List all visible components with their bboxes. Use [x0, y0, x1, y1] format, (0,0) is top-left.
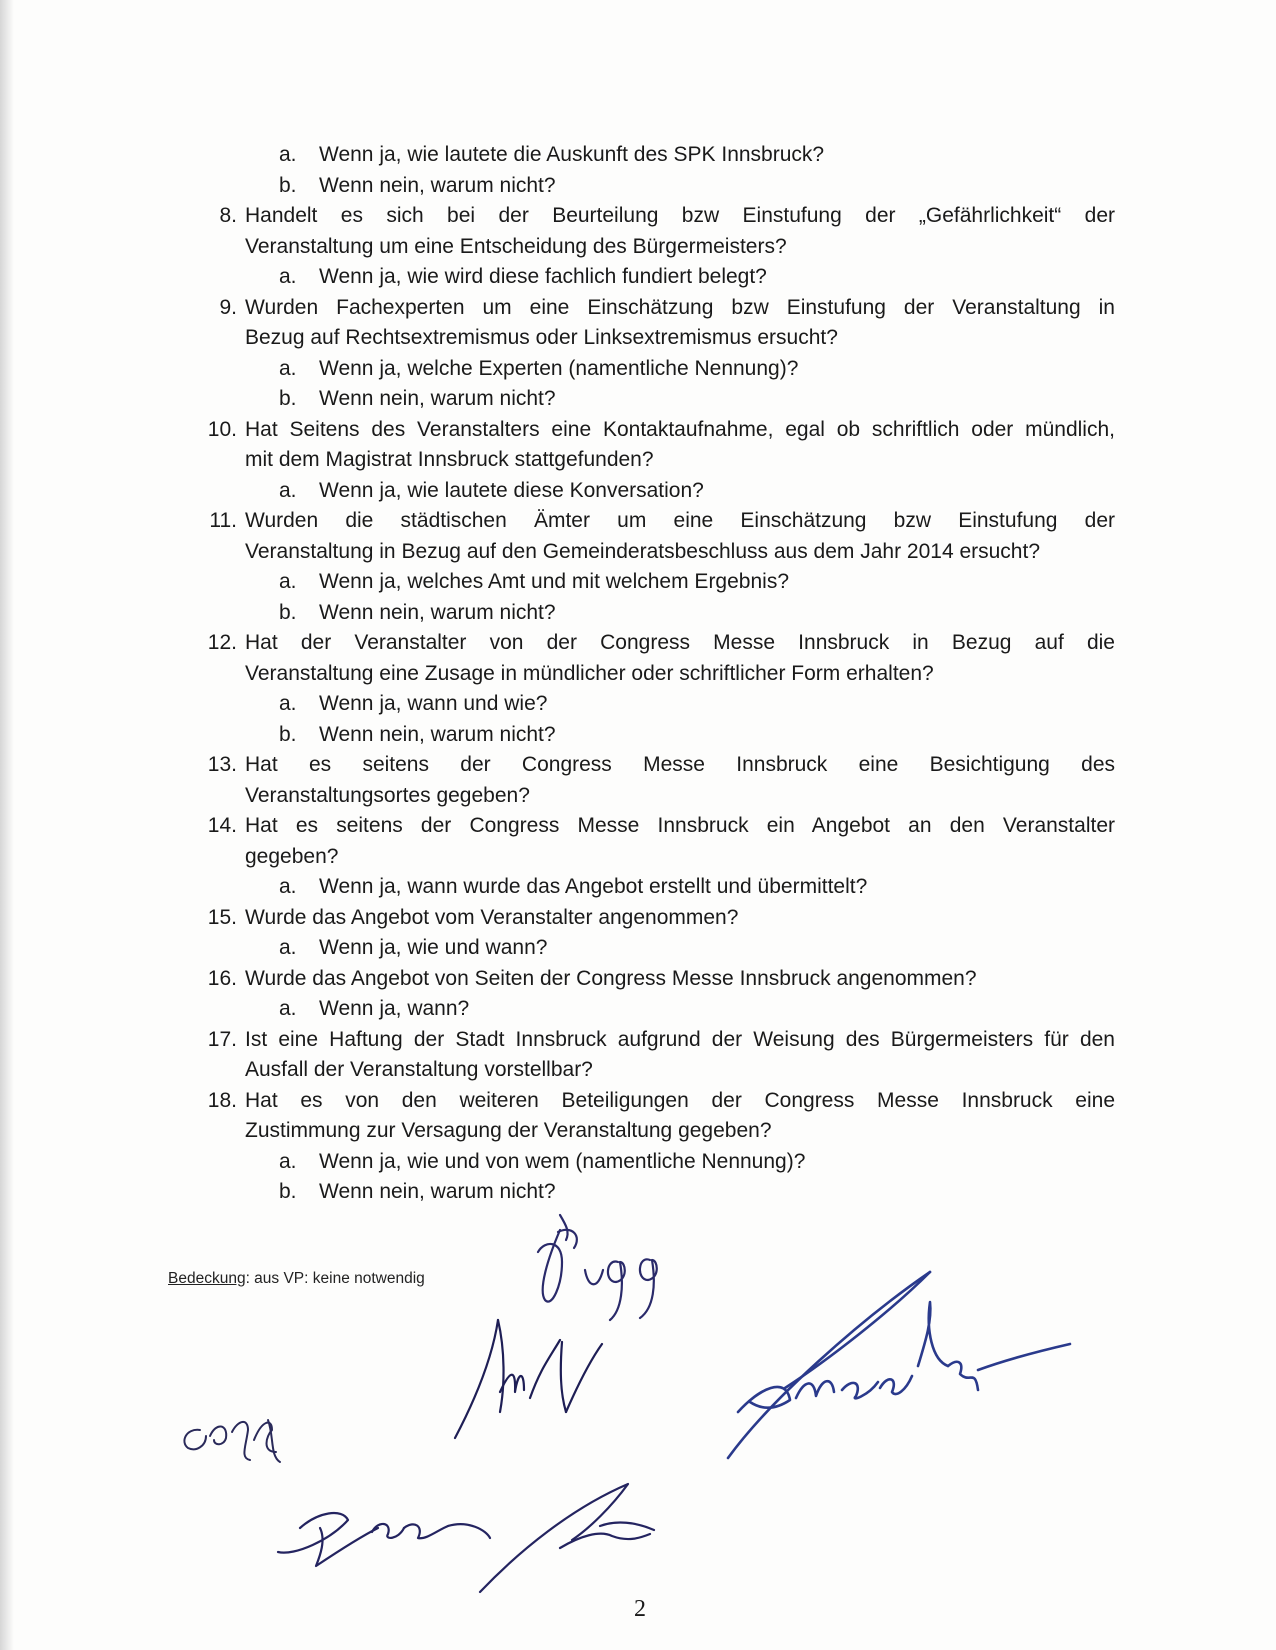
- question-number: 9.: [219, 295, 237, 319]
- question-number: 15.: [207, 905, 237, 929]
- line-text: Wurde das Angebot vom Veranstalter angenommen?: [245, 905, 739, 929]
- signature-5: [278, 1484, 654, 1592]
- question-number: 11.: [209, 509, 237, 532]
- sub-marker: a.: [279, 997, 297, 1020]
- sub-marker: b.: [279, 600, 297, 624]
- line-text: Wenn nein, warum nicht?: [319, 1180, 556, 1203]
- line-text: Wenn ja, wie lautete diese Konversation?: [319, 478, 704, 502]
- sub-marker: b.: [279, 722, 297, 746]
- question-number: 16.: [207, 966, 237, 990]
- signature-2: [455, 1320, 602, 1438]
- line-text: Handelt es sich bei der Beurteilung bzw Einstufung der „Gefährlichkeit“ der: [245, 204, 1115, 227]
- line-text: Bezug auf Rechtsextremismus oder Linksextremismus ersucht?: [245, 326, 838, 349]
- question-number: 12.: [207, 631, 237, 654]
- sub-marker: a.: [279, 356, 297, 380]
- line-text: Wurde das Angebot von Seiten der Congress Messe Innsbruck angenommen?: [245, 966, 977, 990]
- line-text: Wurden die städtischen Ämter um eine Einschätzung bzw Einstufung der: [245, 509, 1115, 532]
- line-text: Wenn ja, wann und wie?: [319, 692, 548, 715]
- line-text: Hat es von den weiteren Beteiligungen der Congress Messe Innsbruck eine: [245, 1088, 1115, 1112]
- line-text: Ausfall der Veranstaltung vorstellbar?: [245, 1058, 593, 1081]
- sub-marker: a.: [279, 1149, 297, 1173]
- page-number: 2: [634, 1596, 646, 1622]
- line-text: Wenn nein, warum nicht?: [319, 722, 556, 746]
- coverage-label: Bedeckung: [168, 1270, 246, 1287]
- question-number: 10.: [207, 417, 237, 441]
- sub-marker: a.: [279, 936, 297, 959]
- line-text: Wenn nein, warum nicht?: [319, 173, 556, 197]
- sub-marker: b.: [279, 1180, 297, 1203]
- signature-3: [728, 1272, 1070, 1458]
- line-text: Hat es seitens der Congress Messe Innsbruck ein Angebot an den Veranstalter: [245, 814, 1115, 837]
- sub-marker: b.: [279, 173, 297, 197]
- line-text: Zustimmung zur Versagung der Veranstaltung gegeben?: [245, 1119, 772, 1142]
- signature-1: [538, 1215, 657, 1320]
- line-text: Wenn ja, wie und wann?: [319, 936, 548, 959]
- sub-marker: a.: [279, 692, 297, 715]
- line-text: mit dem Magistrat Innsbruck stattgefunden?: [245, 448, 654, 471]
- question-number: 18.: [207, 1088, 237, 1112]
- line-text: gegeben?: [245, 844, 339, 868]
- line-text: Veranstaltung um eine Entscheidung des Bürgermeisters?: [245, 234, 787, 258]
- sub-marker: b.: [279, 387, 297, 410]
- line-text: Veranstaltungsortes gegeben?: [245, 783, 530, 807]
- line-text: Wenn nein, warum nicht?: [319, 387, 556, 410]
- line-text: Hat der Veranstalter von der Congress Messe Innsbruck in Bezug auf die: [245, 631, 1115, 654]
- question-number: 17.: [207, 1027, 237, 1051]
- line-text: Wenn ja, welches Amt und mit welchem Ergebnis?: [319, 570, 789, 593]
- line-text: Wenn ja, wann wurde das Angebot erstellt und übermittelt?: [319, 875, 868, 898]
- line-text: Wenn ja, welche Experten (namentliche Nennung)?: [319, 356, 799, 380]
- line-text: Veranstaltung in Bezug auf den Gemeinderatsbeschluss aus dem Jahr 2014 ersucht?: [245, 539, 1040, 563]
- line-text: Wenn ja, wann?: [319, 997, 470, 1020]
- line-text: Hat Seitens des Veranstalters eine Kontaktaufnahme, egal ob schriftlich oder mündlich,: [245, 417, 1115, 441]
- question-number: 14.: [207, 814, 237, 837]
- line-text: Ist eine Haftung der Stadt Innsbruck aufgrund der Weisung des Bürgermeisters für den: [245, 1027, 1115, 1051]
- line-text: Hat es seitens der Congress Messe Innsbruck eine Besichtigung des: [245, 753, 1115, 776]
- signature-4: [184, 1420, 280, 1462]
- coverage-text: : aus VP: keine notwendig: [245, 1270, 425, 1287]
- line-text: Wenn ja, wie und von wem (namentliche Nennung)?: [319, 1149, 806, 1173]
- sub-marker: a.: [279, 265, 297, 288]
- sub-marker: a.: [279, 875, 297, 898]
- sub-marker: a.: [279, 478, 297, 502]
- question-number: 13.: [207, 753, 237, 776]
- line-text: Wenn nein, warum nicht?: [319, 600, 556, 624]
- line-text: Wenn ja, wie lautete die Auskunft des SPK Innsbruck?: [319, 143, 825, 166]
- line-text: Veranstaltung eine Zusage in mündlicher oder schriftlicher Form erhalten?: [245, 661, 934, 685]
- sub-marker: a.: [279, 570, 297, 593]
- line-text: Wenn ja, wie wird diese fachlich fundiert belegt?: [319, 265, 767, 288]
- question-number: 8.: [219, 204, 237, 227]
- line-text: Wurden Fachexperten um eine Einschätzung bzw Einstufung der Veranstaltung in: [245, 295, 1115, 319]
- sub-marker: a.: [279, 143, 297, 166]
